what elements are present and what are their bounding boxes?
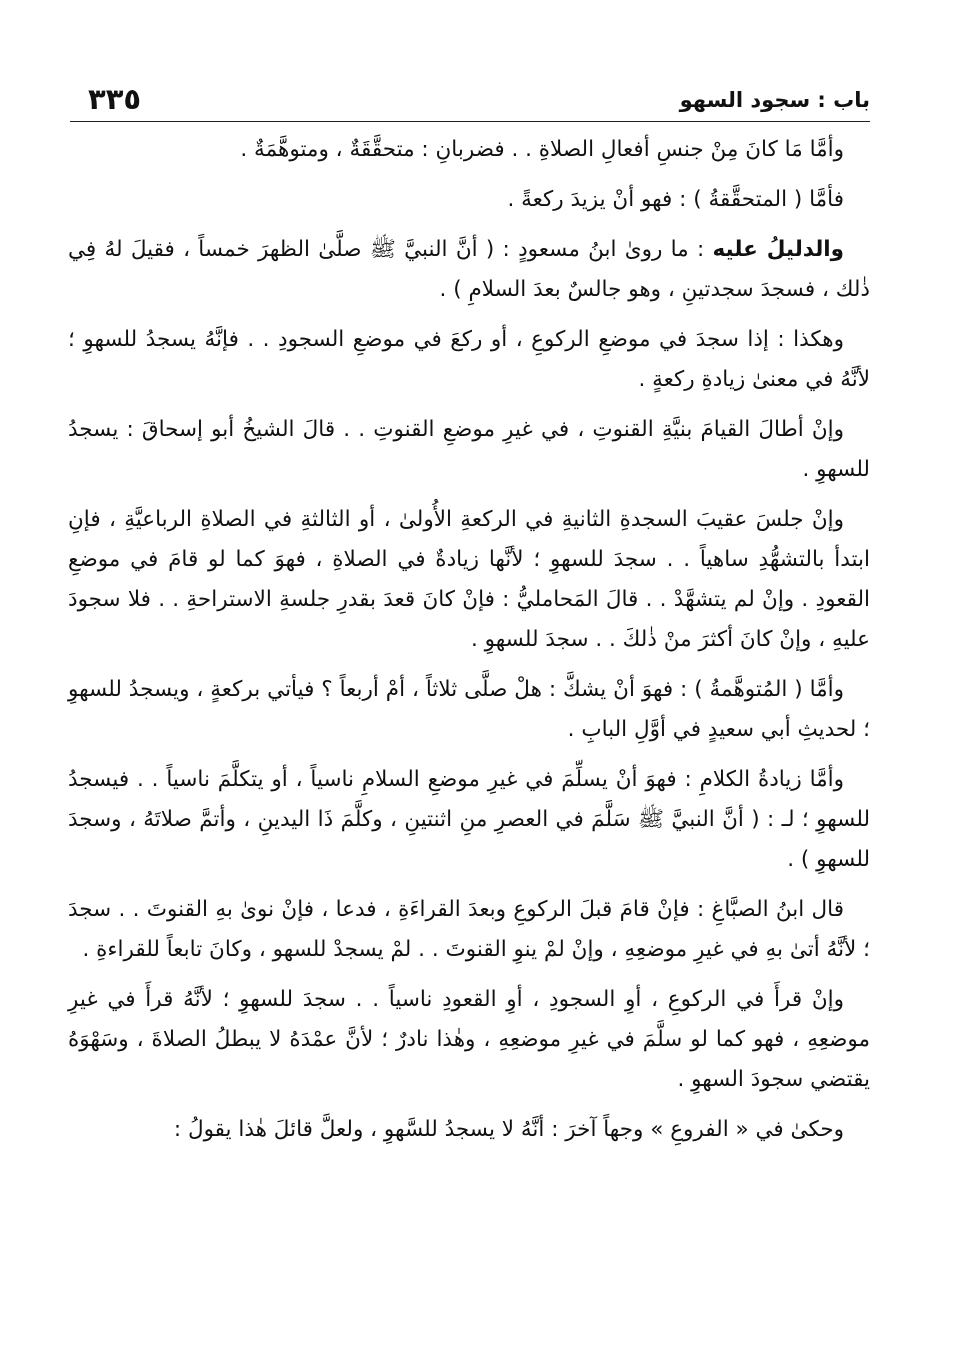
page-number: ٣٣٥ bbox=[88, 82, 142, 116]
paragraph-text: وحكىٰ في « الفروعِ » وجهاً آخرَ : أنَّهُ لا يسجدُ للسَّهوِ ، ولعلَّ قائلَ هٰذا يقولُ : bbox=[173, 1117, 844, 1142]
chapter-title: باب : سجود السهو bbox=[679, 88, 870, 112]
paragraph bbox=[68, 980, 870, 1100]
paragraph bbox=[68, 500, 870, 660]
paragraph-text: وأمَّا مَا كانَ مِنْ جنسِ أفعالِ الصلاةِ . . فضربانِ : متحقَّقَةٌ ، ومتوهَّمَةٌ . bbox=[240, 137, 844, 162]
paragraph-text: قال ابنُ الصبَّاغِ : فإنْ قامَ قبلَ الركوعِ وبعدَ القراءَةِ ، فدعا ، فإنْ نوىٰ بهِ القنوتَ . . سجدَ ؛ لأنَّهُ أتىٰ بهِ في غيرِ موضعِهِ ، وإنْ لمْ ينوِ القنوتَ . . لمْ يسجدْ للسهو ، وكانَ تابعاً للقراءةِ . bbox=[68, 897, 870, 962]
paragraph bbox=[68, 760, 870, 880]
paragraph bbox=[68, 230, 870, 310]
paragraph bbox=[68, 410, 870, 490]
paragraph-text: وأمَّا ( المُتوهَّمةُ ) : فهوَ أنْ يشكَّ : هلْ صلَّى ثلاثاً ، أمْ أربعاً ؟ فيأتي بركعةٍ ، ويسجدُ للسهوِ ؛ لحديثِ أبي سعيدٍ في أوَّلِ البابِ . bbox=[68, 677, 870, 742]
paragraph-text: وإنْ قرأَ في الركوعِ ، أوِ السجودِ ، أوِ القعودِ ناسياً . . سجدَ للسهوِ ؛ لأنَّهُ قرأَ في غيرِ موضعِهِ ، فهو كما لو سلَّمَ في غيرِ موضعِهِ ، وهٰذا نادرٌ ؛ لأنَّ عمْدَهُ لا يبطلُ الصلاةَ ، وسَهْوَهُ يقتضي سجودَ السهوِ . bbox=[68, 987, 870, 1092]
page-body bbox=[68, 130, 870, 1150]
paragraph bbox=[68, 320, 870, 400]
paragraph-text: وإنْ جلسَ عقيبَ السجدةِ الثانيةِ في الركعةِ الأُولىٰ ، أو الثالثةِ في الصلاةِ الرباعيَّةِ ، فإنِ ابتدأ بالتشهُّدِ ساهياً . . سجدَ للسهوِ ؛ لأنَّها زيادةٌ في الصلاةِ ، فهوَ كما لو قامَ في موضعِ القعودِ . وإنْ لم يتشهَّدْ . . قالَ المَحامليُّ : فإنْ كانَ قعدَ بقدرِ جلسةِ الاستراحةِ . . فلا سجودَ عليهِ ، وإنْ كانَ أكثرَ منْ ذٰلكَ . . سجدَ للسهوِ . bbox=[68, 507, 870, 652]
paragraph-text: فأمَّا ( المتحقَّقةُ ) : فهو أنْ يزيدَ ركعةً . bbox=[507, 187, 844, 212]
paragraph-text: : ما روىٰ ابنُ مسعودٍ : ( أنَّ النبيَّ ﷺ صلَّىٰ الظهرَ خمساً ، فقيلَ لهُ فِي ذٰلك ، فسجدَ سجدتينِ ، وهو جالسٌ بعدَ السلامِ ) . bbox=[68, 237, 870, 302]
paragraph-text: وإنْ أطالَ القيامَ بنيَّةِ القنوتِ ، في غيرِ موضعِ القنوتِ . . قالَ الشيخُ أبو إسحاقَ : يسجدُ للسهوِ . bbox=[68, 417, 870, 482]
paragraph bbox=[68, 890, 870, 970]
paragraph-lead: والدليلُ عليه bbox=[712, 237, 845, 262]
paragraph bbox=[68, 180, 870, 220]
header-divider bbox=[70, 121, 870, 122]
paragraph bbox=[68, 670, 870, 750]
paragraph-text: وهكذا : إذا سجدَ في موضعِ الركوعِ ، أو ركعَ في موضعِ السجودِ . . فإنَّهُ يسجدُ للسهوِ ؛ لأنَّهُ في معنىٰ زيادةِ ركعةٍ . bbox=[68, 327, 870, 392]
paragraph bbox=[68, 1110, 870, 1150]
paragraph bbox=[68, 130, 870, 170]
paragraph-text: وأمَّا زيادةُ الكلامِ : فهوَ أنْ يسلِّمَ في غيرِ موضعِ السلامِ ناسياً ، أو يتكلَّمَ ناسياً . . فيسجدُ للسهوِ ؛ لـ : ( أنَّ النبيَّ ﷺ سَلَّمَ في العصرِ منِ اثنتينِ ، وكلَّمَ ذَا اليدينِ ، وأتمَّ صلاتَهُ ، وسجدَ للسهوِ ) . bbox=[68, 767, 870, 872]
running-header bbox=[70, 78, 870, 122]
